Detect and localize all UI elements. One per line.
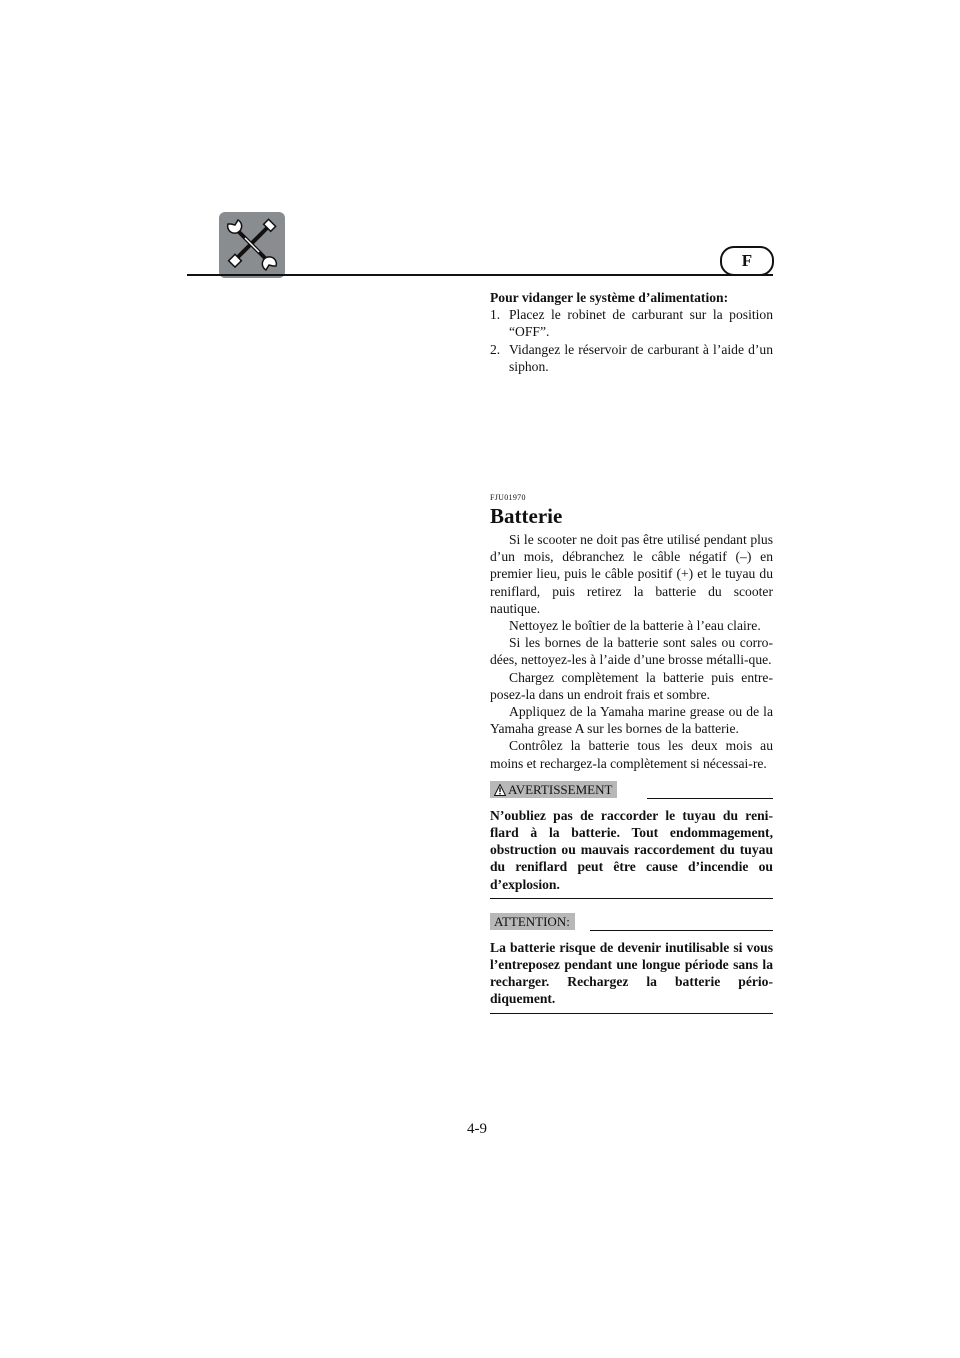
list-item [490,341,773,375]
wrench-screwdriver-icon [219,212,285,278]
fuel-drain-steps [490,306,773,375]
battery-paragraph: Chargez complètement la batterie puis entre-posez-la dans un endroit frais et sombre. [490,669,773,702]
list-item [490,306,773,340]
battery-paragraph: Nettoyez le boîtier de la batterie à l’eau claire. [509,618,761,634]
battery-paragraph: Si les bornes de la batterie sont sales ou corro-dées, nettoyez-les à l’aide d’une brosse métalli-que. [490,635,773,668]
caution-label-rule [590,930,773,931]
step-number: 1. [490,307,501,323]
battery-paragraph: Appliquez de la Yamaha marine grease ou de la Yamaha grease A sur les bornes de la batterie. [490,704,773,737]
caution-label: ATTENTION: [490,913,575,930]
battery-paragraph: Si le scooter ne doit pas être utilisé pendant plus d’un mois, débranchez le câble négatif (–) en premier lieu, puis le câble positif (+) et le tuyau du reniflard, puis retirez la batterie du scooter nautique. [490,532,773,616]
step-text: Vidangez le réservoir de carburant à l’aide d’un siphon. [509,341,773,374]
warning-box [490,781,773,899]
warning-label-text: AVERTISSEMENT [508,781,613,797]
battery-paragraph: Contrôlez la batterie tous les deux mois au moins et rechargez-la complètement si nécessai-re. [490,738,773,771]
header-rule [187,274,773,276]
caution-box [490,913,773,1014]
caution-bottom-rule [490,1013,773,1014]
warning-label [490,781,617,798]
page-number: 4-9 [467,1121,487,1137]
warning-text: N’oubliez pas de raccorder le tuyau du reni-flard à la batterie. Tout endommagement, obstruction ou mauvais raccordement du tuyau du reniflard peut être cause d’incendie ou d’explosion. [490,807,773,892]
fuel-drain-section [490,289,773,375]
battery-section [490,531,773,1014]
warning-triangle-icon [494,784,506,796]
step-text: Placez le robinet de carburant sur la position “OFF”. [509,307,773,340]
warning-label-rule [647,798,773,799]
caution-text: La batterie risque de devenir inutilisable si vous l’entreposez pendant une longue période sans la recharger. Rechargez la batterie pério-diquement. [490,939,773,1007]
fuel-drain-heading: Pour vidanger le système d’alimentation: [490,290,729,305]
section-code: FJU01970 [490,493,526,502]
step-number: 2. [490,341,501,357]
section-title: Batterie [490,504,563,528]
warning-bottom-rule [490,898,773,899]
language-badge: F [720,246,774,276]
tools-icon [219,212,285,278]
